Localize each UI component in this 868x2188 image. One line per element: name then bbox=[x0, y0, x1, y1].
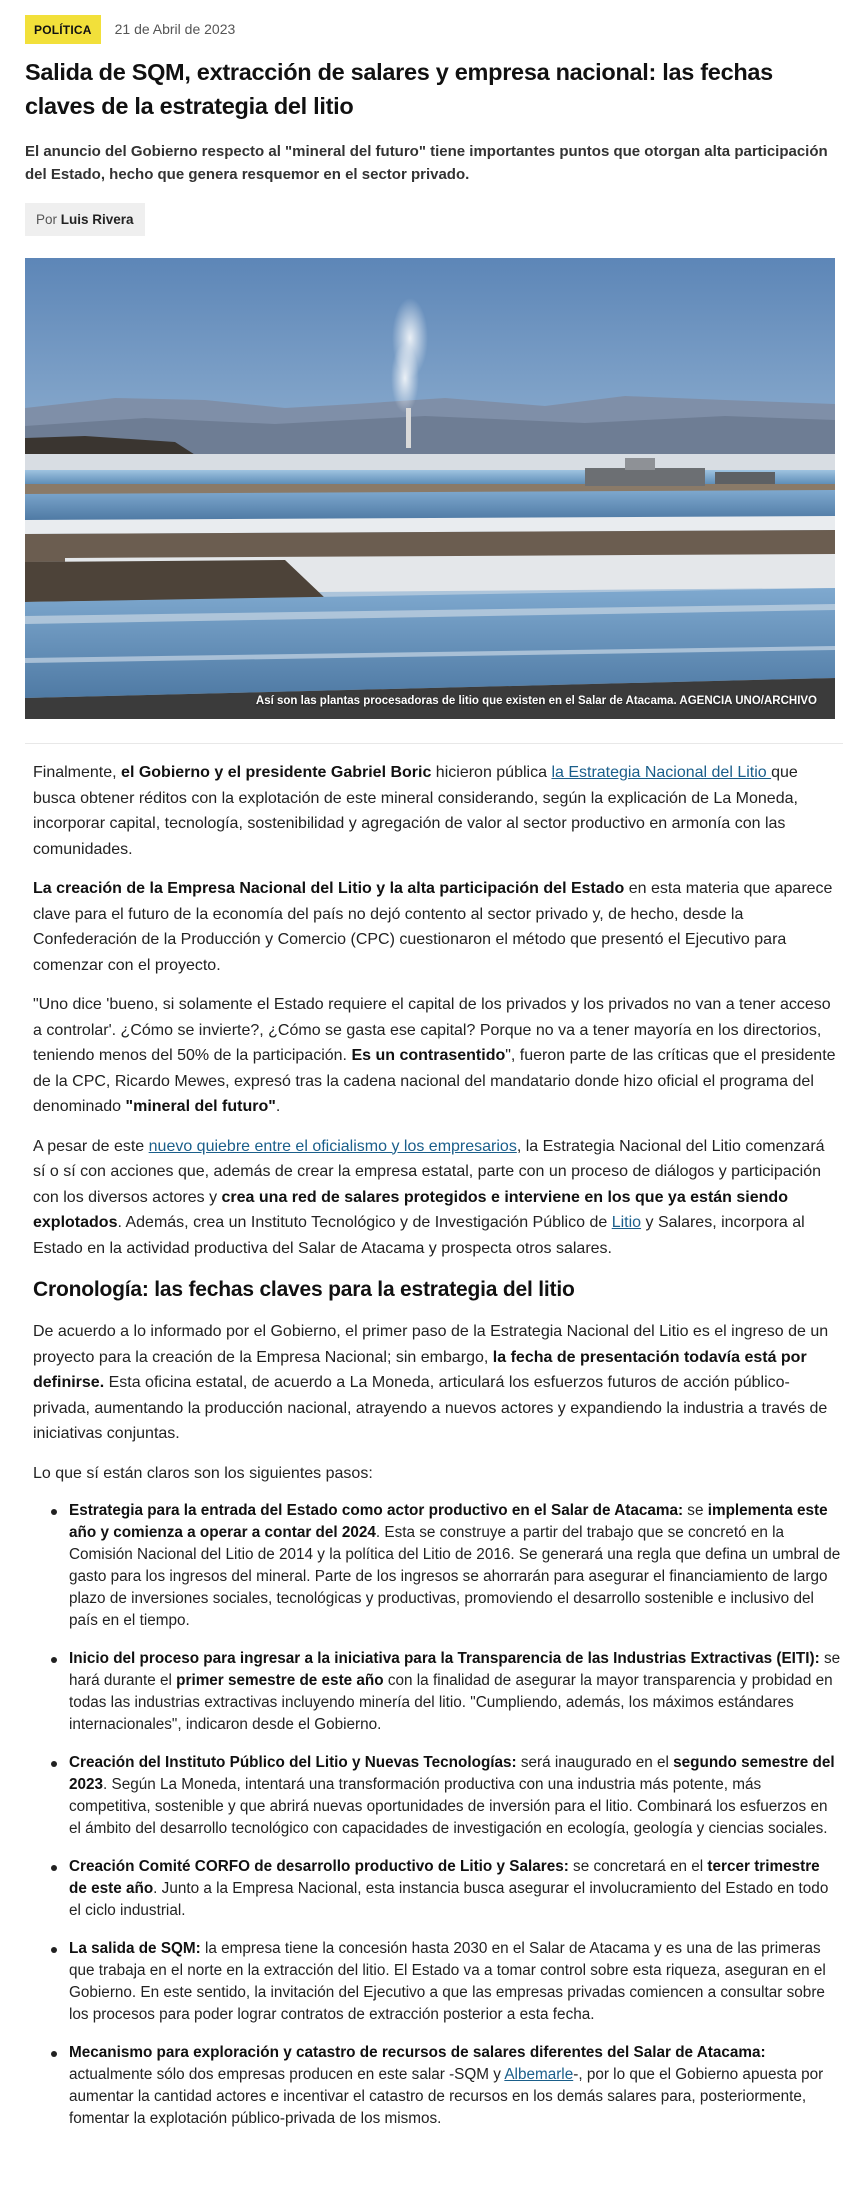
albemarle-link[interactable]: Albemarle bbox=[504, 2066, 574, 2083]
category-badge[interactable]: POLÍTICA bbox=[25, 15, 101, 44]
bold-text: implementa este año y comienza a operar a contar del 2024 bbox=[69, 1502, 828, 1541]
article-title: Salida de SQM, extracción de salares y empresa nacional: las fechas claves de la estrategia del litio bbox=[25, 59, 773, 119]
article-header bbox=[0, 0, 868, 236]
litio-link[interactable]: Litio bbox=[611, 1214, 642, 1231]
author-name[interactable]: Luis Rivera bbox=[60, 212, 134, 227]
text: De acuerdo a lo informado por el Gobierno, el primer paso de la Estrategia Nacional del Litio es el ingreso de un proyecto para la creación de la Empresa Nacional; sin embargo, bbox=[33, 1323, 829, 1366]
text: . Esta se construye a partir del trabajo que se concretó en la Comisión Nacional del Litio de 2014 y la política del Litio de 2016. Se generará una regla que defina un umbral de gasto para los ingresos del mineral. Parte de los ingresos se ahorrarán para asegurar el financiamiento de largo plazo de inversiones sociales, tecnológicas y productivas, promoviendo el desarrollo sostenible e inclusivo del país en el tiempo. bbox=[69, 1524, 841, 1629]
quiebre-link[interactable]: nuevo quiebre entre el oficialismo y los empresarios bbox=[148, 1137, 517, 1155]
publish-date: 21 de Abril de 2023 bbox=[114, 21, 236, 37]
list-item bbox=[33, 1648, 841, 1736]
text: . bbox=[275, 1098, 281, 1115]
bold-text: el Gobierno y el presidente Gabriel Boric bbox=[121, 764, 432, 781]
section-divider bbox=[25, 743, 843, 744]
text: se hará durante el bbox=[69, 1650, 841, 1689]
bold-text: Mecanismo para exploración y catastro de recursos de salares diferentes del Salar de Atacama: bbox=[69, 2044, 766, 2061]
bold-text: primer semestre de este año bbox=[176, 1672, 384, 1689]
strategy-link[interactable]: la Estrategia Nacional del Litio bbox=[551, 764, 772, 781]
list-item bbox=[33, 1938, 841, 2026]
article-meta bbox=[25, 14, 843, 44]
text: con la finalidad de asegurar la mayor transparencia y probidad en todas las industrias extractivas incluyendo minería del litio. "Cumpliendo, además, los máximos estándares internacionales", indicaron desde el Gobierno. bbox=[69, 1672, 833, 1733]
author-box bbox=[25, 203, 145, 236]
article-photo bbox=[25, 258, 835, 719]
salar-photo-illustration bbox=[25, 258, 835, 719]
text: actualmente sólo dos empresas producen en este salar -SQM y bbox=[69, 2066, 505, 2083]
text: -, por lo que el Gobierno apuesta por aumentar la cantidad actores e incentivar el catastro de recursos en los demás salares para, posteriormente, fomentar la explotación público-privada de los mismos. bbox=[69, 2066, 824, 2127]
paragraph-5 bbox=[33, 1319, 841, 1447]
bold-text: crea una red de salares protegidos e interviene en los que ya están siendo explotados bbox=[33, 1188, 788, 1231]
bold-text: La salida de SQM: bbox=[69, 1940, 201, 1957]
text: ", fueron parte de las críticas que el presidente de la CPC, Ricardo Mewes, expresó tras la cadena nacional del mandatario donde hizo oficial el programa del denominado bbox=[33, 1047, 836, 1115]
text: y Salares, incorpora al Estado en la actividad productiva del Salar de Atacama y prospecta otros salares. bbox=[33, 1214, 805, 1257]
text: se bbox=[683, 1502, 708, 1519]
image-caption: Así son las plantas procesadoras de litio que existen en el Salar de Atacama. AGENCIA UNO/ARCHIVO bbox=[255, 695, 817, 707]
text: , la Estrategia Nacional del Litio comenzará sí o sí con acciones que, además de crear la empresa estatal, parte con un proceso de diálogos y participación con los diversos actores y bbox=[33, 1137, 825, 1206]
bold-text: Es un contrasentido bbox=[351, 1047, 506, 1064]
text: "Uno dice 'bueno, si solamente el Estado requiere el capital de los privados y los privados no van a tener acceso a controlar'. ¿Cómo se invierte?, ¿Cómo se gasta ese capital? Porque no va a tener mayoría en los directorios, teniendo menos del 50% de la participación. bbox=[33, 996, 831, 1064]
bold-text: la fecha de presentación todavía está por definirse. bbox=[33, 1348, 807, 1391]
text: se concretará en el bbox=[568, 1858, 708, 1875]
text: . Junto a la Empresa Nacional, esta instancia busca asegurar el involucramiento del Estado en todo el ciclo industrial. bbox=[69, 1880, 829, 1919]
text: será inaugurado en el bbox=[516, 1754, 674, 1771]
bold-text: Creación del Instituto Público del Litio y Nuevas Tecnologías: bbox=[69, 1754, 517, 1771]
author-prefix: Por bbox=[36, 212, 58, 227]
text: . Además, crea un Instituto Tecnológico y de Investigación Público de bbox=[117, 1214, 612, 1231]
steps-list bbox=[33, 1500, 841, 2130]
text: Esta oficina estatal, de acuerdo a La Moneda, articulará los esfuerzos futuros de acción público-privada, aumentando la producción nacional, atrayendo a nuevos actores y expandiendo la industria a través de iniciativas conjuntas. bbox=[33, 1374, 828, 1442]
paragraph-6: Lo que sí están claros son los siguientes pasos: bbox=[33, 1464, 373, 1482]
article-body bbox=[33, 760, 841, 2146]
bold-text: tercer trimestre de este año bbox=[69, 1858, 820, 1897]
text: hicieron pública bbox=[431, 764, 552, 781]
bold-text: Estrategia para la entrada del Estado como actor productivo en el Salar de Atacama: bbox=[69, 1502, 684, 1519]
article-lead: El anuncio del Gobierno respecto al "mineral del futuro" tiene importantes puntos que otorgan alta participación del Estado, hecho que genera resquemor en el sector privado. bbox=[25, 143, 828, 183]
bold-text: Creación Comité CORFO de desarrollo productivo de Litio y Salares: bbox=[69, 1858, 569, 1875]
bold-text: Inicio del proceso para ingresar a la iniciativa para la Transparencia de las Industrias Extractivas (EITI): bbox=[69, 1650, 820, 1667]
text: la empresa tiene la concesión hasta 2030 en el Salar de Atacama y es una de las primeras que trabaja en el norte en la extracción del litio. El Estado va a tomar control sobre esta riqueza, aseguran en el Gobierno. En este sentido, la invitación del Ejecutivo a que las empresas privadas comiencen a consultar sobre los procesos para poder lograr contratos de extracción posterior a esta fecha. bbox=[69, 1940, 826, 2023]
list-item bbox=[33, 1500, 841, 1632]
text: en esta materia que aparece clave para el futuro de la economía del país no dejó contento al sector privado y, de hecho, desde la Confederación de la Producción y Comercio (CPC) cuestionaron el método que presentó el Ejecutivo para comenzar con el proyecto. bbox=[33, 880, 833, 974]
section-heading: Cronología: las fechas claves para la estrategia del litio bbox=[33, 1278, 575, 1301]
paragraph-3 bbox=[33, 992, 841, 1120]
bold-text: "mineral del futuro" bbox=[125, 1098, 276, 1115]
text: Finalmente, bbox=[33, 764, 122, 781]
list-item bbox=[33, 1856, 841, 1922]
bold-text: La creación de la Empresa Nacional del Litio y la alta participación del Estado bbox=[33, 880, 625, 897]
text: A pesar de este bbox=[33, 1137, 149, 1155]
paragraph-4 bbox=[33, 1134, 841, 1262]
list-item bbox=[33, 1752, 841, 1840]
text: . Según La Moneda, intentará una transformación productiva con una industria más potente, más competitiva, sostenible y que abrirá nuevas oportunidades de inversión para el litio. Combinará los esfuerzos en el ámbito del desarrollo tecnológico con capacidades de investigación en ecología, geología y ciencias sociales. bbox=[69, 1776, 828, 1837]
paragraph-1 bbox=[33, 760, 841, 862]
paragraph-2 bbox=[33, 876, 841, 978]
text: que busca obtener réditos con la explotación de este mineral considerando, según la explicación de La Moneda, incorporar capital, tecnología, sostenibilidad y agregación de valor al sector productivo en armonía con las comunidades. bbox=[33, 764, 798, 858]
list-item bbox=[33, 2042, 841, 2130]
bold-text: segundo semestre del 2023 bbox=[69, 1754, 835, 1793]
